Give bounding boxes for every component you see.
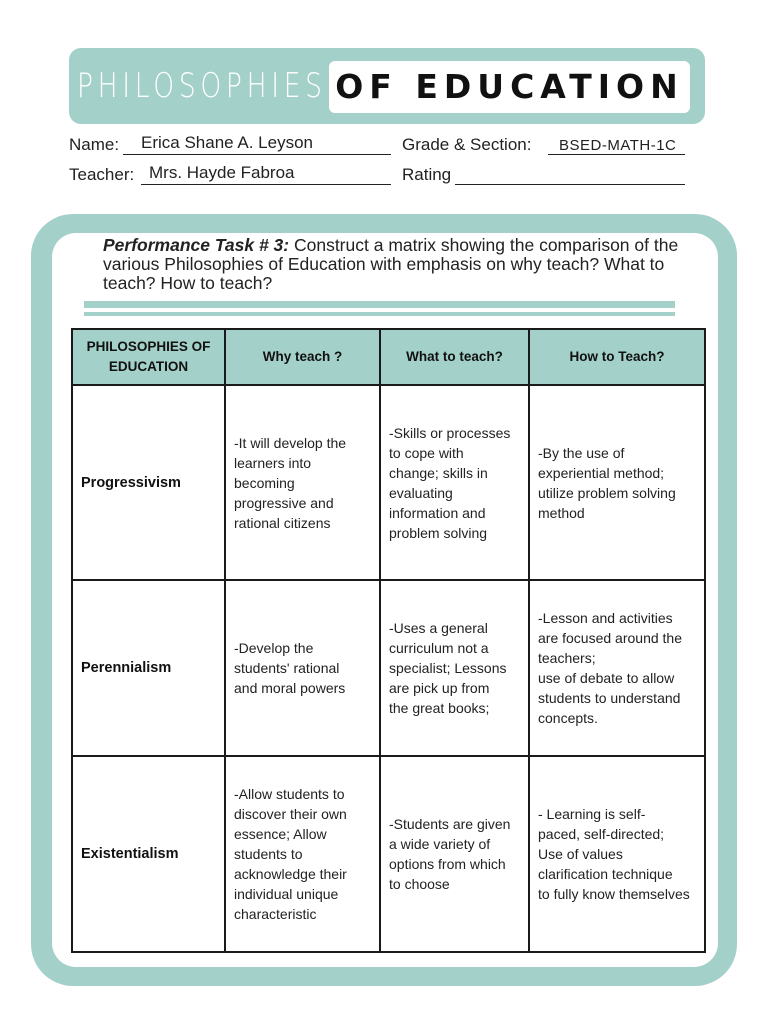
task-description (103, 236, 703, 293)
philosophy-name: Perennialism (72, 580, 225, 756)
grade-underline (548, 154, 685, 155)
task-label: Performance Task # 3: (103, 235, 290, 255)
table-row (72, 756, 705, 952)
header-how-to-teach: How to Teach? (529, 329, 705, 385)
how-cell: -Lesson and activities are focused around the teachers; use of debate to allow students to understand concepts. (529, 580, 705, 756)
teacher-field[interactable]: Mrs. Hayde Fabroa (149, 163, 295, 182)
rating-label: Rating (402, 165, 452, 184)
header-what-to-teach: What to teach? (380, 329, 529, 385)
philosophies-matrix (71, 328, 706, 953)
table-row (72, 385, 705, 580)
why-cell: -It will develop the learners into becoming progressive and rational citizens (225, 385, 380, 580)
how-cell: - Learning is self- paced, self-directed; Use of values clarification technique to fully know themselves (529, 756, 705, 952)
what-cell: -Students are given a wide variety of options from which to choose (380, 756, 529, 952)
teacher-underline (141, 184, 391, 185)
philosophy-name: Existentialism (72, 756, 225, 952)
name-label: Name: (69, 135, 120, 154)
table-header-row (72, 329, 705, 385)
name-field[interactable]: Erica Shane A. Leyson (141, 133, 314, 152)
divider-stripe (84, 301, 675, 308)
title-left: PHILOSOPHIES (77, 66, 327, 106)
grade-label: Grade & Section: (402, 135, 532, 154)
teacher-label: Teacher: (69, 165, 135, 184)
why-cell: -Allow students to discover their own essence; Allow students to acknowledge their individual unique characteristic (225, 756, 380, 952)
header-why-teach: Why teach ? (225, 329, 380, 385)
rating-underline (455, 184, 685, 185)
why-cell: -Develop the students' rational and moral powers (225, 580, 380, 756)
philosophy-name: Progressivism (72, 385, 225, 580)
grade-field[interactable]: BSED-MATH-1C (559, 137, 677, 154)
task-text: Construct a matrix showing the comparison of the various Philosophies of Education with emphasis on why teach? What to teach? How to teach? (103, 235, 679, 293)
title-right: OF EDUCATION (335, 67, 684, 106)
what-cell: -Skills or processes to cope with change; skills in evaluating information and problem solving (380, 385, 529, 580)
header-philosophies: PHILOSOPHIES OF EDUCATION (72, 329, 225, 385)
table-row (72, 580, 705, 756)
what-cell: -Uses a general curriculum not a specialist; Lessons are pick up from the great books; (380, 580, 529, 756)
how-cell: -By the use of experiential method; utilize problem solving method (529, 385, 705, 580)
name-underline (123, 154, 391, 155)
divider-stripe-thin (84, 312, 675, 316)
